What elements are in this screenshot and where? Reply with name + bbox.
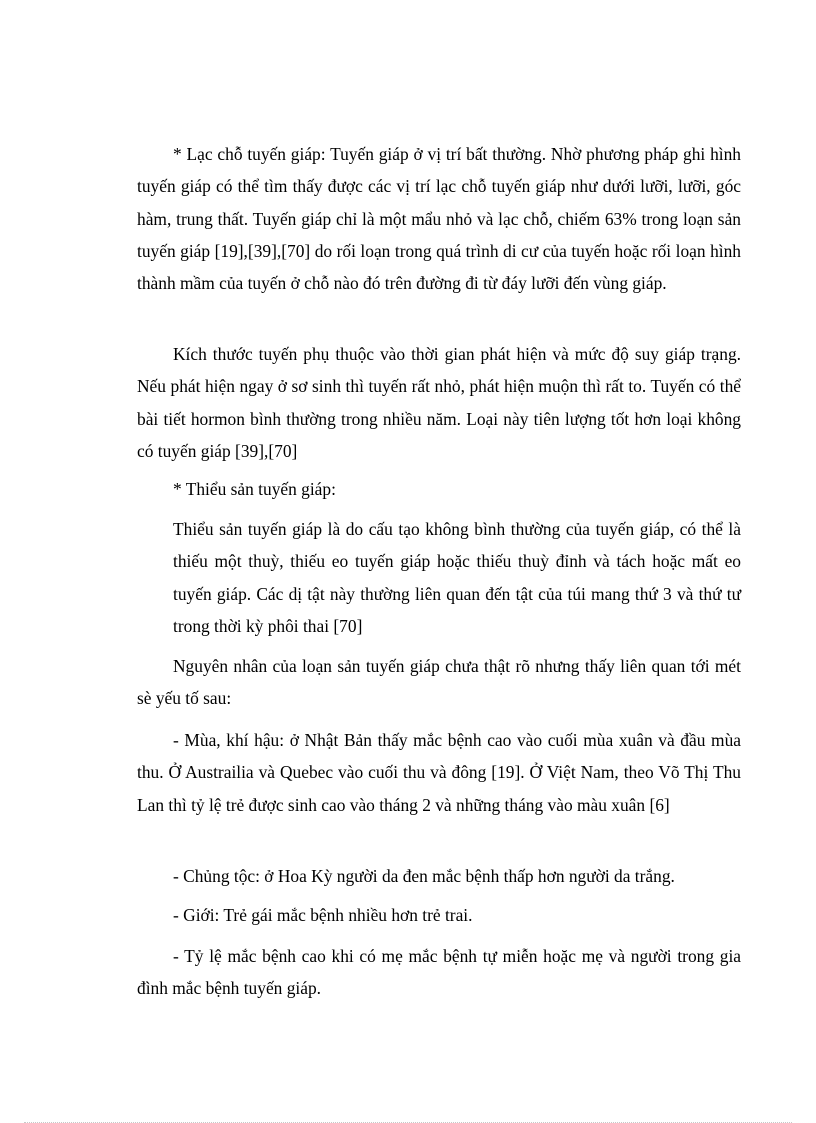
paragraph-family-history: - Tỷ lệ mắc bệnh cao khi có mẹ mắc bệnh tự miễn hoặc mẹ và người trong gia đình mắc bệnh tuyến giáp.: [137, 946, 741, 999]
paragraph-ectopic-thyroid: * Lạc chỗ tuyến giáp: Tuyến giáp ở vị trí bất thường. Nhờ phương pháp ghi hình tuyến giáp có thể tìm thấy được các vị trí lạc chỗ tuyến giáp như dưới lưỡi, lưỡi, góc hàm, trung thất. Tuyến giáp chỉ là một mẩu nhỏ và lạc chỗ, chiếm 63% trong loạn sản tuyến giáp [19],[39],[70] do rối loạn trong quá trình di cư của tuyến hoặc rối loạn hình thành mầm của tuyến ở chỗ nào đó trên đường đi từ đáy lưỡi đến vùng giáp.: [137, 144, 741, 294]
paragraph-season-climate: - Mùa, khí hậu: ở Nhật Bản thấy mắc bệnh cao vào cuối mùa xuân và đầu mùa thu. Ở Austrailia và Quebec vào cuối thu và đông [19]. Ở Việt Nam, theo Võ Thị Thu Lan thì tỷ lệ trẻ được sinh cao vào tháng 2 và những tháng vào màu xuân [6]: [137, 730, 741, 815]
paragraph-hypoplasia-heading: * Thiểu sản tuyến giáp:: [173, 479, 336, 499]
paragraph-ethnicity: - Chủng tộc: ở Hoa Kỳ người da đen mắc bệnh thấp hơn người da trắng.: [173, 866, 675, 886]
paragraph-hypoplasia-description: Thiểu sản tuyến giáp là do cấu tạo không bình thường của tuyến giáp, có thể là thiếu một thuỳ, thiếu eo tuyến giáp hoặc thiếu thuỳ đỉnh và tách hoặc mất eo tuyến giáp. Các dị tật này thường liên quan đến tật của túi mang thứ 3 và thứ tư trong thời kỳ phôi thai [70]: [173, 519, 741, 636]
paragraph-gland-size: Kích thước tuyến phụ thuộc vào thời gian phát hiện và mức độ suy giáp trạng. Nếu phát hiện ngay ở sơ sinh thì tuyến rất nhỏ, phát hiện muộn thì rất to. Tuyến có thể bài tiết hormon bình thường trong nhiều năm. Loại này tiên lượng tốt hơn loại không có tuyến giáp [39],[70]: [137, 344, 741, 461]
paragraph-causes-intro: Nguyên nhân của loạn sản tuyến giáp chưa thật rõ nhưng thấy liên quan tới mét sè yếu tố sau:: [137, 656, 741, 709]
paragraph-gender: - Giới: Trẻ gái mắc bệnh nhiều hơn trẻ trai.: [173, 905, 473, 925]
